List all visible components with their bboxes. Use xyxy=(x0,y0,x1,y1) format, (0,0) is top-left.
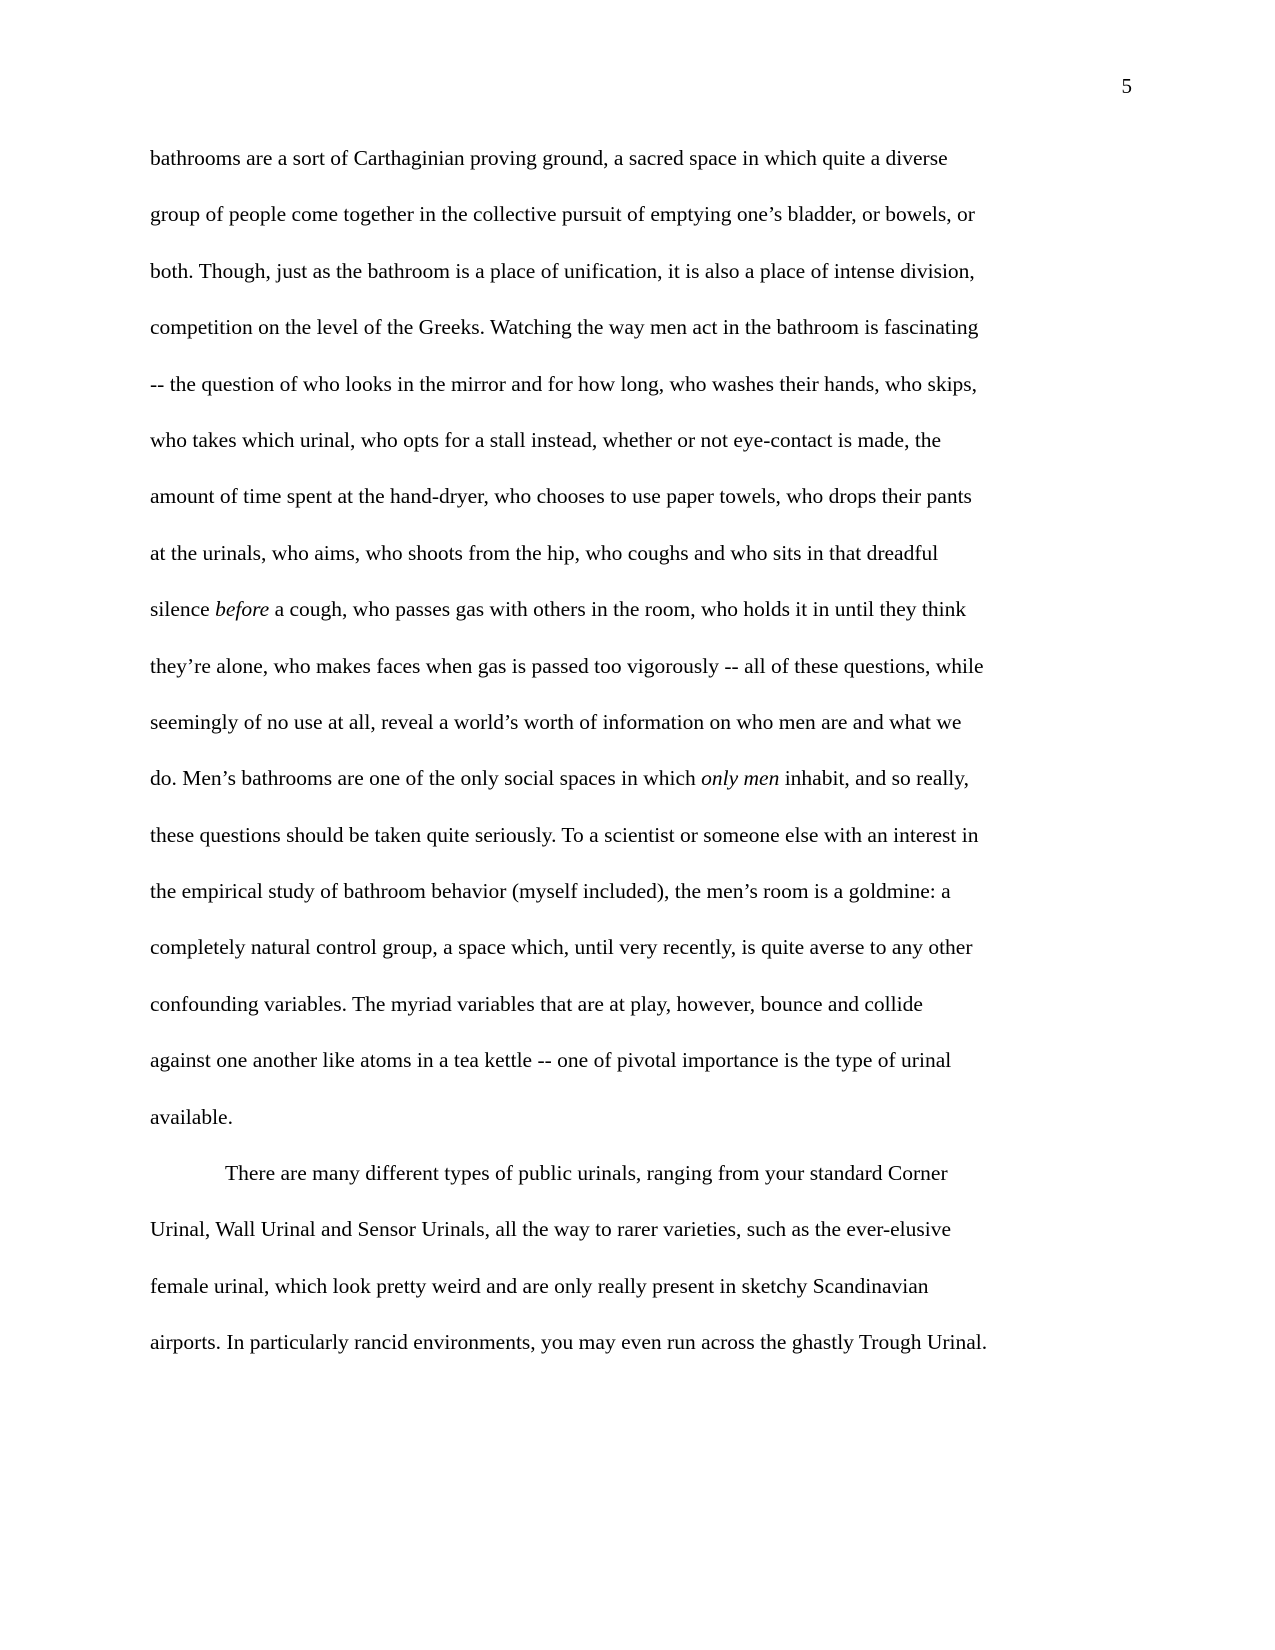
italic-emphasis: only men xyxy=(701,766,780,791)
text-line: at the urinals, who aims, who shoots from the hip, who coughs and who sits in that dreadful xyxy=(150,540,939,565)
text-line: who takes which urinal, who opts for a stall instead, whether or not eye-contact is made, the xyxy=(150,427,942,452)
text-span: silence xyxy=(150,597,216,622)
text-line: available. xyxy=(150,1104,233,1129)
italic-emphasis: before xyxy=(215,597,270,622)
text-line: female urinal, which look pretty weird and are only really present in sketchy Scandinavian xyxy=(150,1273,929,1298)
text-span: inhabit, and so really, xyxy=(779,766,969,791)
paragraph-1 xyxy=(150,140,1135,1155)
page-number: 5 xyxy=(1121,74,1132,98)
text-line: the empirical study of bathroom behavior (myself included), the men’s room is a goldmine: a xyxy=(150,879,951,904)
text-span: do. Men’s bathrooms are one of the only social spaces in which xyxy=(150,766,702,791)
text-line: these questions should be taken quite seriously. To a scientist or someone else with an interest in xyxy=(150,822,979,847)
text-line: Urinal, Wall Urinal and Sensor Urinals, all the way to rarer varieties, such as the ever-elusive xyxy=(150,1217,952,1242)
text-line: bathrooms are a sort of Carthaginian proving ground, a sacred space in which quite a diverse xyxy=(150,146,948,170)
text-line xyxy=(150,591,1135,647)
text-line xyxy=(150,760,1135,816)
text-line: group of people come together in the collective pursuit of emptying one’s bladder, or bowels, or xyxy=(150,202,975,227)
text-span: a cough, who passes gas with others in the room, who holds it in until they think xyxy=(269,597,967,622)
text-line: There are many different types of public urinals, ranging from your standard Corner xyxy=(225,1161,948,1186)
document-body xyxy=(150,140,1135,1381)
text-line: against one another like atoms in a tea kettle -- one of pivotal importance is the type of urinal xyxy=(150,1048,952,1073)
text-line: seemingly of no use at all, reveal a world’s worth of information on who men are and what we xyxy=(150,709,962,734)
text-line: they’re alone, who makes faces when gas is passed too vigorously -- all of these questions, while xyxy=(150,653,984,678)
text-line: airports. In particularly rancid environments, you may even run across the ghastly Trough Urinal. xyxy=(150,1330,988,1355)
text-line: both. Though, just as the bathroom is a place of unification, it is also a place of intense division, xyxy=(150,258,975,283)
text-line: completely natural control group, a space which, until very recently, is quite averse to any other xyxy=(150,935,973,960)
paragraph-2 xyxy=(150,1155,1135,1381)
text-line: amount of time spent at the hand-dryer, who chooses to use paper towels, who drops their pants xyxy=(150,484,972,509)
text-line: -- the question of who looks in the mirror and for how long, who washes their hands, who skips, xyxy=(150,371,978,396)
text-line: competition on the level of the Greeks. Watching the way men act in the bathroom is fascinating xyxy=(150,315,979,340)
text-line: confounding variables. The myriad variables that are at play, however, bounce and collide xyxy=(150,991,923,1016)
